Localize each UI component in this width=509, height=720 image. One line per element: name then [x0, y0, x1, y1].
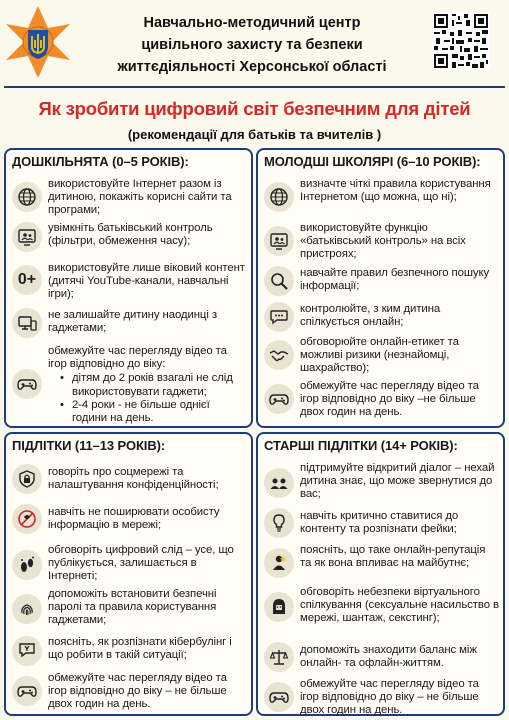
list-item-text: обмежуйте час перегляду відео та ігор відповідно до віку – не більше двох годин на день. [300, 678, 479, 717]
list-item-text: обговоріть небезпеки віртуального спілкування (сексуальне насильство в мережі, шантаж, секстинг); [300, 586, 499, 625]
panel-older-teens [256, 432, 505, 716]
list-item-text: використовуйте функцію «батьківський контроль» на всіх пристроях; [300, 222, 466, 261]
header [0, 0, 509, 84]
panel-teens [4, 432, 253, 716]
gamepad-icon [12, 369, 42, 399]
list-item-text: обговоріть цифровий слід – усе, що публікується, залишається в Інтернеті; [48, 544, 234, 583]
devices-icon [12, 308, 42, 338]
list-item-text-main: обмежуйте час перегляду відео та ігор відповідно до віку: [48, 345, 227, 371]
list-item-text: увімкніть батьківський контроль (фільтри, обмеження часу); [48, 222, 213, 248]
list-item-text: говоріть про соцмережі та налаштування конфіденційності; [48, 466, 219, 492]
panel-title: ДОШКІЛЬНЯТА (0–5 РОКІВ): [12, 154, 189, 169]
critical-thinking-icon [264, 508, 294, 538]
header-divider [4, 86, 505, 88]
sub-list-item: • дітям до 2 років взагалі не слід використовувати гаджети; [60, 372, 247, 398]
panel-title: СТАРШІ ПІДЛІТКИ (14+ РОКІВ): [264, 438, 458, 453]
cyberbullying-icon [12, 636, 42, 666]
panel-title: МОЛОДШІ ШКОЛЯРІ (6–10 РОКІВ): [264, 154, 481, 169]
globe-icon [264, 182, 294, 212]
chat-icon [264, 302, 294, 332]
sub-list-item: • 2-4 роки - не більше однієї години на день. [60, 399, 247, 425]
privacy-lock-icon [12, 464, 42, 494]
list-item-text: допоможіть знаходити баланс між онлайн- та офлайн-життям. [300, 644, 477, 670]
list-item-text: обговорюйте онлайн-етикет та можливі ризики (незнайомці, шахрайство); [300, 336, 459, 375]
search-icon [264, 266, 294, 296]
gamepad-icon [264, 682, 294, 712]
panel-junior-school [256, 148, 505, 428]
civil-protection-emblem-icon [4, 4, 72, 80]
subtitle: (рекомендації для батьків та вчителів ) [127, 127, 382, 142]
organization-title-line: Навчально-методичний центр [143, 15, 361, 31]
reputation-icon [264, 548, 294, 578]
list-item-text: навчіть не поширювати особисту інформацію в мережі; [48, 506, 220, 532]
list-item-text: навчайте правил безпечного пошуку інформації; [300, 267, 490, 293]
panel-preschool [4, 148, 253, 428]
age-limit-label: 0+ [17, 271, 37, 288]
sub-list [60, 372, 247, 425]
dialogue-icon [264, 468, 294, 498]
gamepad-icon [12, 676, 42, 706]
list-item-text: допоможіть встановити безпечні паролі та правила користування гаджетами; [48, 588, 217, 627]
list-item-text: використовуйте лише віковий контент (дитячі YouTube-канали, навчальні ігри); [48, 262, 245, 301]
globe-icon [12, 182, 42, 212]
organization-title-line: цивільного захисту та безпеки [141, 37, 363, 53]
age-limit-icon [12, 265, 42, 295]
list-item-text: визначте чіткі правила користування Інтернетом (що можна, що ні); [300, 178, 491, 204]
list-item-text: не залишайте дитину наодинці з гаджетами; [48, 309, 217, 335]
gamepad-icon [264, 384, 294, 414]
list-item-text: поясніть, як розпізнати кібербулінг і що робити в такій ситуації; [48, 636, 232, 662]
digital-footprint-icon [12, 550, 42, 580]
list-item-text: використовуйте Інтернет разом із дитиною, покажіть корисні сайти та програми; [48, 178, 232, 217]
balance-scale-icon [264, 642, 294, 672]
list-item-text: обмежуйте час перегляду відео та ігор відповідно до віку – не більше двох годин на день. [48, 672, 227, 711]
list-item-text [48, 345, 247, 425]
hacker-icon [264, 592, 294, 622]
main-title: Як зробити цифровий світ безпечним для дітей [38, 98, 471, 119]
list-item-text: контролюйте, з ким дитина спілкується онлайн; [300, 303, 441, 329]
panel-title: ПІДЛІТКИ (11–13 РОКІВ): [12, 438, 166, 453]
list-item-text: навчіть критично ставитися до контенту та розпізнати фейки; [300, 510, 459, 536]
fingerprint-icon [12, 594, 42, 624]
parental-control-icon [12, 222, 42, 252]
handshake-icon [264, 340, 294, 370]
qr-code-icon[interactable] [432, 12, 490, 70]
parental-control-icon [264, 226, 294, 256]
organization-title-line: життєдіяльності Херсонської області [117, 59, 387, 75]
list-item-text: поясніть, що таке онлайн-репутація та як вона впливає на майбутнє; [300, 544, 486, 570]
list-item-text: обмежуйте час перегляду відео та ігор відповідно до віку –не більше двох годин на день. [300, 380, 479, 419]
list-item-text: підтримуйте відкритий діалог – нехай дитина знає, що може звернутися до вас; [300, 462, 495, 501]
no-personal-info-icon [12, 504, 42, 534]
organization-title [82, 12, 422, 78]
